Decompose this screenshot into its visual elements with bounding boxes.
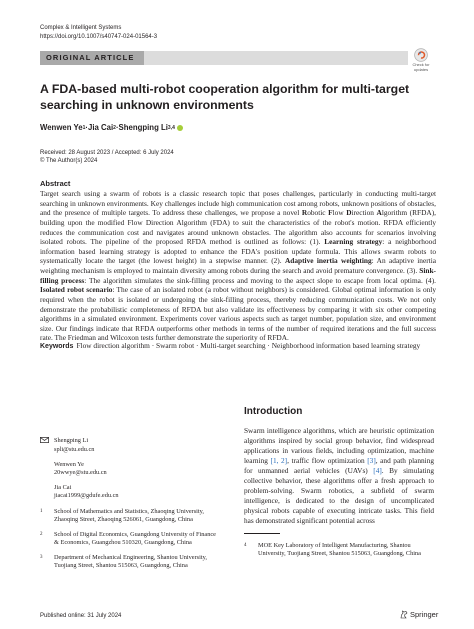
author-affil-sup: 3,4 [167, 124, 175, 131]
intro-text: , traffic flow optimization [287, 456, 368, 466]
author-affil-sup: 1 [82, 124, 86, 131]
abstract-text: lgorithm (RFDA), building upon the modified Flow Direction Algorithm (FDA) to suit the characteristics of the robot's motion. RFDA efficiently reduces the communication cost and navigates around unknown obstacles. The algorithm also accounts for scenarios involving isolated robots. The pipeline of the proposed RFDA method is outlined as follows: (1). [40, 208, 437, 247]
keywords-heading: Keywords [40, 343, 74, 350]
orcid-icon[interactable] [177, 125, 183, 131]
citation-link[interactable]: [1, 2] [270, 456, 288, 466]
journal-name: Complex & Intelligent Systems [40, 25, 122, 31]
abstract-text: : The algorithm simulates the sink-filling process and moving to the aspect slope to escape from local optima. (4). [84, 275, 436, 285]
author-affil-sup: 2 [113, 124, 116, 131]
abstract-text: : The case of an isolated robot (a robot without neighbors) is considered. Global optimal information is only required when the robot is isolated or undergoing the sink-filling process, thereby reducing communication costs. We not only demonstrate the probabilistic completeness of RFDA but also validate its effectiveness by comparing it with six other competing algorithms in a simulated environment. Experiments cover various aspects such as target number, population size, and environment size. Our findings indicate that RFDA outperforms other methods in terms of the number of required iterations and the full success rate. The Friedman and Wilcoxon tests further demonstrate the superiority of RFDA. [40, 285, 436, 343]
correspondence-block [40, 437, 218, 570]
intro-text: , and path planning for unmanned aerial vehicles (UAVs) [244, 456, 435, 476]
contact-email[interactable]: jiacai1999@gdufe.edu.cn [54, 492, 119, 500]
contact-name: Jia Cai [54, 484, 72, 492]
author-name[interactable]: Wenwen Ye [40, 123, 83, 132]
affiliation-text: School of Mathematics and Statistics, Zhaoqing University, Zhaoqing Street, Zhaoqing 526061, Guangdong, China [54, 507, 204, 523]
copyright-line: © The Author(s) 2024 [40, 158, 98, 164]
citation-link[interactable]: [4] [373, 466, 382, 476]
check-for-updates-badge[interactable] [407, 48, 435, 72]
publisher-name: Springer [410, 610, 439, 619]
affiliation-number: 2 [40, 531, 43, 537]
contact-email[interactable]: 20wwye@stu.edu.cn [54, 469, 107, 477]
author-separator: · [85, 123, 89, 132]
citation-link[interactable]: [3] [367, 456, 376, 466]
footnote-divider [244, 533, 280, 534]
contact-name: Shengping Li [54, 437, 89, 444]
abstract-text: : a neighborhood information based learning strategy is adopted to enhance the FDA's position update formula. This allows swarm robots to systematically locate the target (the lowest height) in a stepwise manner. (2). [40, 237, 436, 266]
abstract-text: : An adaptive inertia weighting mechanism is employed to maintain diversity among robots during the search and avoid premature convergence. (3). [40, 256, 437, 275]
abstract-emphasis: Isolated robot scenario [40, 285, 113, 295]
abstract-emphasis: Learning strategy [324, 237, 383, 247]
affiliation [40, 531, 218, 547]
author-name[interactable]: Jia Cai [88, 123, 114, 132]
affiliation-number: 1 [40, 508, 43, 514]
abstract-text: irection [351, 208, 377, 218]
affiliation-text: Department of Mechanical Engineering, Shantou University, Tuojiang Street, Shantou 515063, Guangdong, China [54, 553, 207, 570]
article-dates [40, 149, 174, 165]
introduction-body [244, 426, 434, 526]
keywords [40, 341, 436, 352]
contact-email[interactable]: spli@stu.edu.cn [54, 446, 95, 454]
affiliation-text: School of Digital Economics, Guangdong University of Finance & Economics, Guangzhou 510320, Guangdong, China [54, 530, 216, 546]
intro-text: Swarm intelligence algorithms, which are heuristic optimization algorithms inspired by social group behavior, find widespread applications in various fields, including optimization, machine learning [244, 426, 434, 466]
article-type-label: ORIGINAL ARTICLE [40, 51, 144, 65]
contact-name: Wenwen Ye [54, 461, 84, 469]
affiliation [40, 554, 218, 570]
received-accepted-date: Received: 28 August 2023 / Accepted: 6 July 2024 [40, 150, 174, 156]
abstract-emphasis: D [346, 208, 352, 218]
abstract-emphasis: Sink-filling process [40, 266, 436, 285]
abstract-emphasis: A [376, 208, 382, 218]
abstract-text: Target search using a swarm of robots is a classic research topic that poses challenges, particularly in conducting multi-target searching in unknown environments. Key challenges include high communication cost among robots, unknown positions of obstacles, and the presence of multiple targets. To address these challenges, we propose a novel [40, 189, 436, 218]
abstract-emphasis: F [328, 208, 333, 218]
abstract-body [40, 189, 436, 343]
affiliation-number: 3 [40, 554, 43, 560]
article-title: A FDA-based multi-robot cooperation algorithm for multi-target searching in unknown environments [40, 82, 410, 112]
abstract-emphasis: R [301, 208, 308, 218]
intro-text: . By simulating collective behavior, these algorithms offer a fresh approach to problem-solving. Swarm robotics, a subfield of swarm intelligence, is dedicated to the design of uncomplicated physical robots capable of executing intricate tasks. This field has demonstrated significant potential across [244, 466, 435, 526]
abstract-text: low [332, 208, 347, 218]
author-list [40, 123, 183, 132]
abstract-text: obotic [307, 208, 329, 218]
springer-horse-icon [400, 610, 408, 619]
author-separator: · [115, 123, 119, 132]
journal-header [40, 24, 157, 41]
affiliation [40, 508, 218, 524]
corresponding-author [40, 437, 218, 454]
envelope-icon [40, 437, 49, 446]
footnote-affiliation [244, 542, 434, 558]
introduction-heading: Introduction [244, 406, 303, 417]
keywords-text: Flow direction algorithm · Swarm robot · Multi-target searching · Neighborhood information based learning strategy [76, 341, 421, 350]
footnote-number: 4 [244, 543, 247, 548]
publisher-logo [400, 610, 438, 619]
check-updates-icon [414, 48, 428, 62]
footnote-text: MOE Key Laboratory of Intelligent Manufacturing, Shantou University, Tuojiang Street, Shantou 515063, Guangdong, China [258, 542, 421, 558]
check-updates-label: Check for updates [412, 62, 430, 72]
published-online-date: Published online: 31 July 2024 [40, 613, 122, 619]
doi-link[interactable]: https://doi.org/10.1007/s40747-024-01564-3 [40, 33, 158, 40]
abstract-emphasis: Adaptive inertia weighting [284, 256, 372, 266]
abstract-heading: Abstract [40, 179, 71, 188]
author-name[interactable]: Shengping Li [118, 123, 168, 132]
article-type-bar [40, 51, 408, 65]
